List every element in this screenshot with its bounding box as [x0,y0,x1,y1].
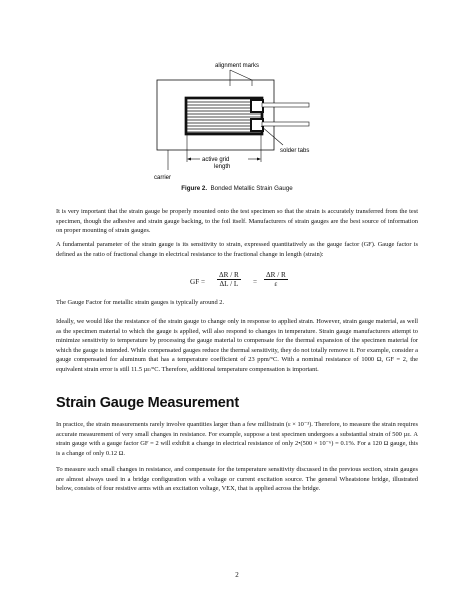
page-number: 2 [235,571,239,579]
equation-num-1: ΔR / R [219,271,239,279]
paragraph-temperature: Ideally, we would like the resistance of the strain gauge to change only in response to applied strain. However, strain gauge material, as well as the specimen material to which the gauge is applied, will also respond to changes in temperature. Strain gauge manufacturers attempt to minimize sensitivity to temperature by processing the gauge material to compensate for the thermal expansion of the specimen material for which the gauge is intended. While compensated gauges reduce the thermal sensitivity, they do not totally remove it. For example, consider a gauge compensated for aluminum that has a temperature coefficient of 23 ppm/°C. With a nominal resistance of 1000 Ω, GF = 2, the equivalent strain error is still 11.5 µε/°C. Therefore, additional temperature compensation is important. [56,318,418,373]
equation-equals: = [253,278,258,286]
equation-lhs: GF = [190,278,206,286]
gauge-factor-equation [190,271,310,295]
figure-caption-text: Bonded Metallic Strain Gauge [210,185,293,192]
carrier-label: carrier [154,175,172,181]
figure-caption [0,185,474,192]
equation-fraction-1 [217,271,241,288]
lead-wire-bottom [262,122,309,126]
length-label: length [214,164,231,170]
solder-tabs-label: solder tabs [280,148,310,154]
figure-caption-label: Figure 2. [181,185,208,192]
active-grid-label: active grid [202,157,230,163]
paragraph-practice: In practice, the strain measurements rarely involve quantities larger than a few millistrain (ε × 10⁻³). Therefore, to measure the strain requires accurate measurement of very small changes in resistance. For example, suppose a test specimen undergoes a substantial strain of 500 µε. A strain gauge with a gauge factor GF = 2 will exhibit a change in electrical resistance of only 2•(500 × 10⁻⁶) = 0.1%. For a 120 Ω gauge, this is a change of only 0.12 Ω. [56,421,418,457]
lead-wire-top [262,103,309,107]
alignment-marks-label: alignment marks [215,63,260,69]
paragraph-typical-gf: The Gauge Factor for metallic strain gauges is typically around 2. [56,299,225,306]
paragraph-mounting: It is very important that the strain gauge be properly mounted onto the test specimen so that the strain is accurately transferred from the test specimen, though the adhesive and strain gauge backing, to the foil itself. Manufacturers of strain gauges are the best source of information on proper mounting of strain gauges. [56,208,418,234]
equation-den-2: ε [274,280,278,288]
equation-den-1: ΔL / L [219,280,239,288]
section-heading: Strain Gauge Measurement [56,395,239,411]
equation-fraction-2 [264,271,288,288]
equation-num-2: ΔR / R [266,271,286,279]
strain-gauge-figure [140,58,340,184]
paragraph-bridge: To measure such small changes in resistance, and compensate for the temperature sensitivity discussed in the previous section, strain gauges are almost always used in a bridge configuration with a voltage or current excitation source. The general Wheatstone bridge, illustrated below, consists of four resistive arms with an excitation voltage, VEX, that is applied across the bridge. [56,466,418,492]
paragraph-gauge-factor: A fundamental parameter of the strain gauge is its sensitivity to strain, expressed quantitatively as the gauge factor (GF). Gauge factor is defined as the ratio of fractional change in electrical resistance to the fractional change in length (strain): [56,241,418,258]
